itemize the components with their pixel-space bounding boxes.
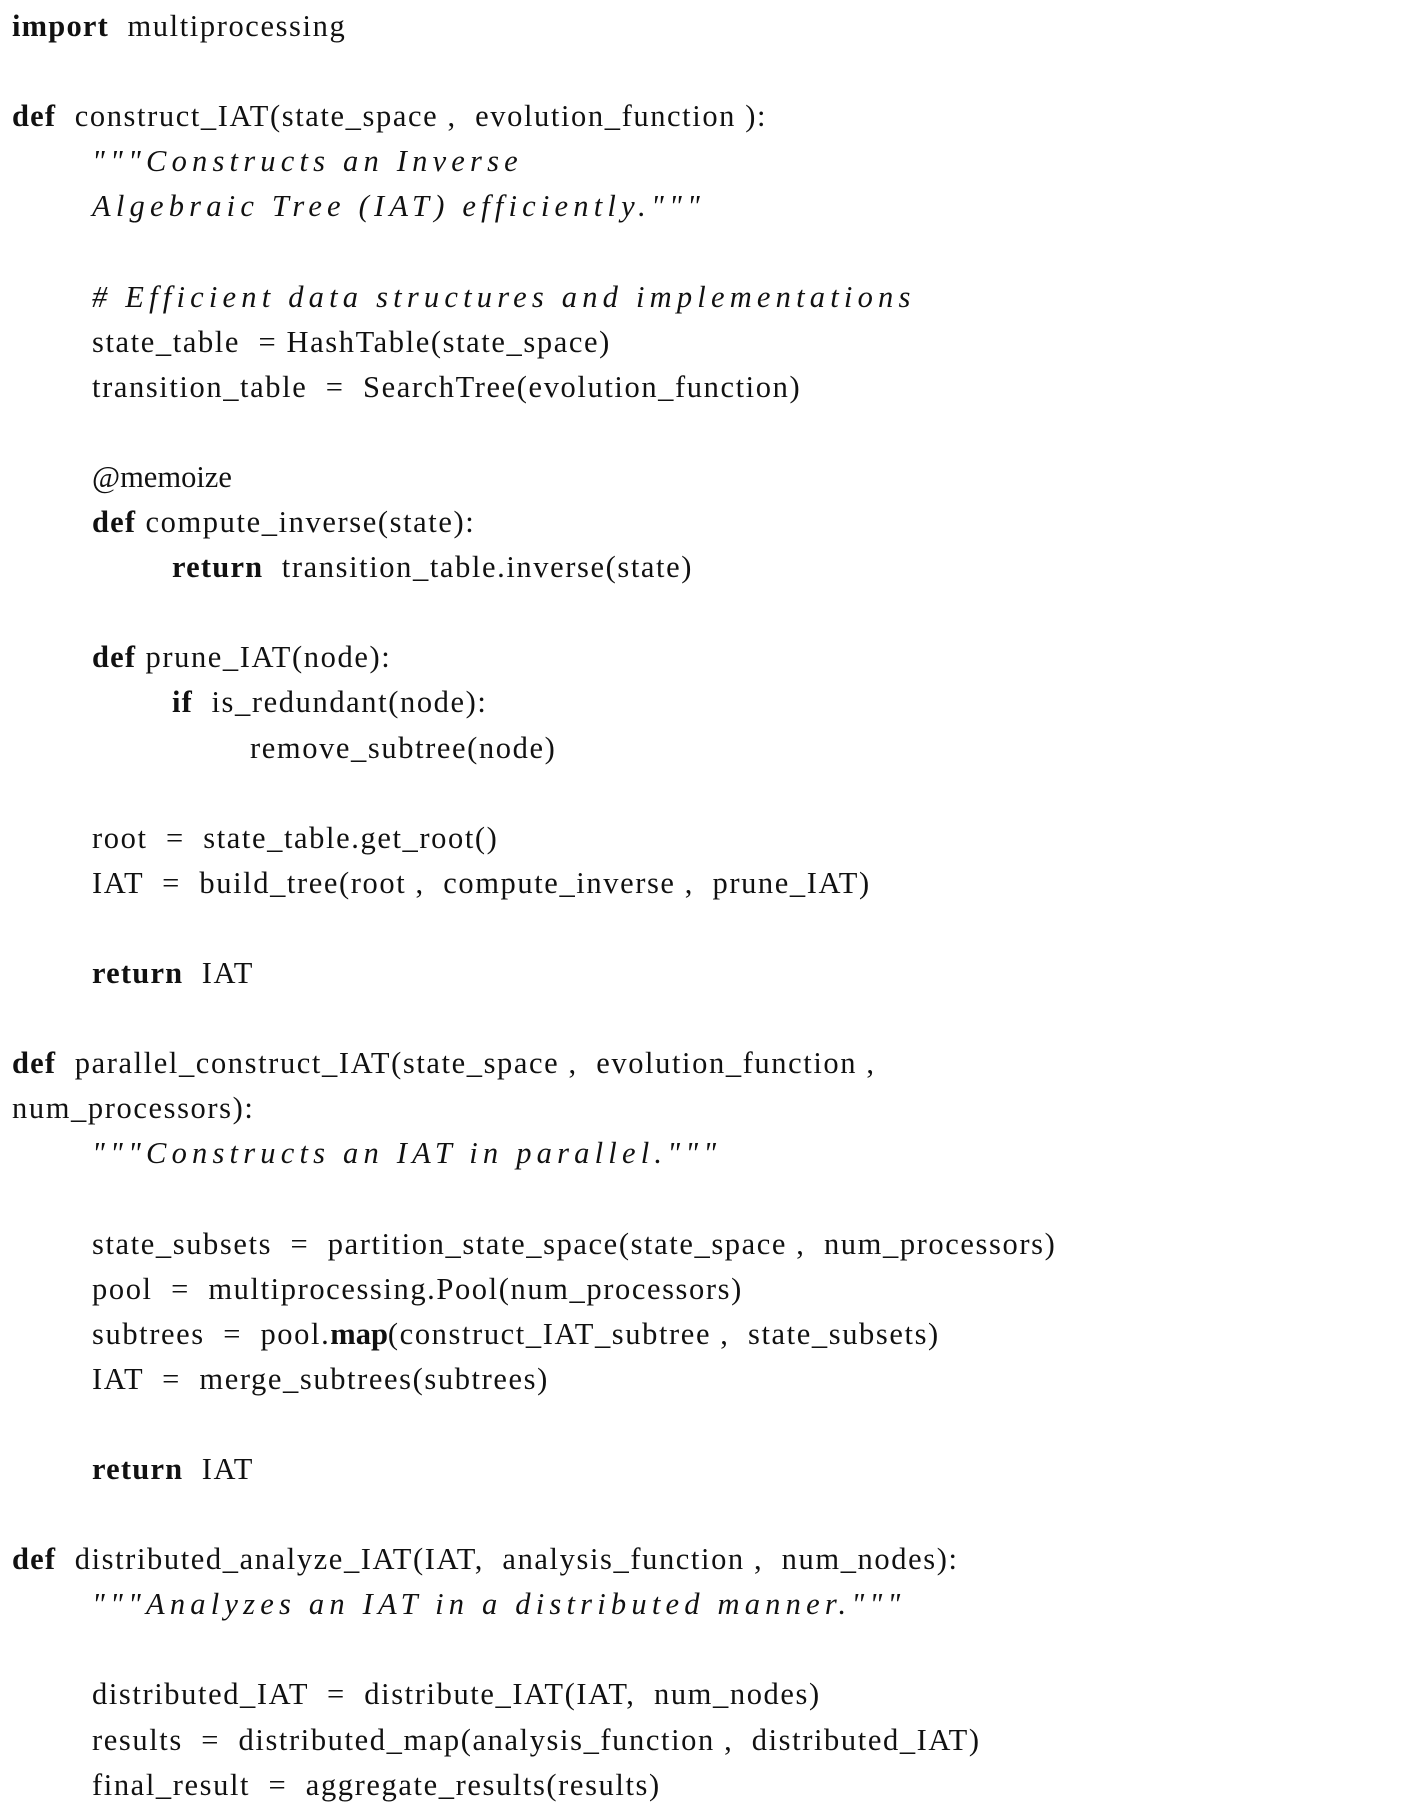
code-line <box>12 1312 1410 1357</box>
code-line <box>12 139 1410 184</box>
blank-line <box>12 1402 1410 1447</box>
code-line <box>12 320 1410 365</box>
code-text: state_subsets = partition_state_space(state_space , num_processors) <box>92 1226 1057 1261</box>
code-bold-function: map <box>330 1316 388 1351</box>
code-text: construct_IAT(state_space , evolution_function ): <box>56 99 768 134</box>
code-line <box>12 1763 1410 1808</box>
blank-line <box>12 1176 1410 1221</box>
code-keyword: if <box>172 685 194 720</box>
blank-line <box>12 49 1410 94</box>
code-text: is_redundant(node): <box>193 685 488 720</box>
blank-line <box>12 771 1410 816</box>
code-line <box>12 1537 1410 1582</box>
code-text: (construct_IAT_subtree , state_subsets) <box>387 1316 940 1351</box>
blank-line <box>12 1627 1410 1672</box>
blank-line <box>12 996 1410 1041</box>
code-line <box>12 184 1410 229</box>
code-line <box>12 1582 1410 1627</box>
code-listing <box>12 4 1410 1808</box>
code-text: remove_subtree(node) <box>250 730 557 765</box>
code-line <box>12 1672 1410 1717</box>
code-text: distributed_IAT = distribute_IAT(IAT, num_nodes) <box>92 1677 821 1712</box>
code-keyword: return <box>172 550 264 585</box>
code-text: parallel_construct_IAT(state_space , evolution_function , <box>56 1046 876 1081</box>
code-text: compute_inverse(state): <box>136 505 476 540</box>
code-text: IAT <box>183 955 255 990</box>
code-line <box>12 275 1410 320</box>
code-keyword: def <box>12 99 57 134</box>
code-text: transition_table = SearchTree(evolution_function) <box>92 369 802 404</box>
code-text: root = state_table.get_root() <box>92 820 499 855</box>
code-line <box>12 1267 1410 1312</box>
code-line <box>12 1041 1410 1086</box>
code-line <box>12 4 1410 49</box>
code-text: IAT <box>183 1452 255 1486</box>
code-text: pool = multiprocessing.Pool(num_processors) <box>92 1271 743 1306</box>
code-text: multiprocessing <box>109 9 347 43</box>
code-text: subtrees = pool. <box>92 1316 331 1351</box>
blank-line <box>12 1492 1410 1537</box>
code-text: IAT = build_tree(root , compute_inverse , prune_IAT) <box>92 865 871 900</box>
code-line <box>12 1447 1410 1492</box>
blank-line <box>12 410 1410 455</box>
code-text: prune_IAT(node): <box>136 640 392 675</box>
code-line <box>12 861 1410 906</box>
code-text: results = distributed_map(analysis_function , distributed_IAT) <box>92 1722 981 1757</box>
code-decorator: @memoize <box>92 459 232 494</box>
code-line <box>12 500 1410 545</box>
code-line <box>12 1131 1410 1176</box>
code-docstring: """Analyzes an IAT in a distributed manner.""" <box>92 1587 906 1622</box>
code-line <box>12 726 1410 771</box>
code-line <box>12 365 1410 410</box>
code-text: distributed_analyze_IAT(IAT, analysis_function , num_nodes): <box>56 1542 959 1577</box>
code-keyword: def <box>12 1542 57 1577</box>
code-text: num_processors): <box>12 1091 255 1126</box>
code-line <box>12 635 1410 680</box>
code-line <box>12 816 1410 861</box>
code-text: state_table = HashTable(state_space) <box>92 324 611 359</box>
code-line <box>12 545 1410 590</box>
code-line <box>12 951 1410 996</box>
blank-line <box>12 229 1410 274</box>
code-docstring: Algebraic Tree (IAT) efficiently.""" <box>92 189 705 224</box>
code-line <box>12 1222 1410 1267</box>
code-line <box>12 1357 1410 1402</box>
code-line <box>12 680 1410 725</box>
blank-line <box>12 906 1410 951</box>
code-keyword: def <box>92 640 137 675</box>
code-text: final_result = aggregate_results(results) <box>92 1767 661 1802</box>
code-docstring: """Constructs an IAT in parallel.""" <box>92 1136 722 1171</box>
code-docstring: """Constructs an Inverse <box>92 144 523 179</box>
code-comment: # Efficient data structures and implementations <box>92 279 916 314</box>
code-keyword: def <box>12 1046 57 1081</box>
code-line <box>12 1086 1410 1131</box>
code-line <box>12 455 1410 500</box>
code-line <box>12 94 1410 139</box>
code-keyword: return <box>92 1452 184 1486</box>
code-keyword: import <box>12 9 109 43</box>
blank-line <box>12 590 1410 635</box>
code-keyword: def <box>92 505 137 540</box>
code-line <box>12 1718 1410 1763</box>
code-text: IAT = merge_subtrees(subtrees) <box>92 1361 549 1396</box>
code-keyword: return <box>92 955 184 990</box>
code-text: transition_table.inverse(state) <box>263 550 694 585</box>
